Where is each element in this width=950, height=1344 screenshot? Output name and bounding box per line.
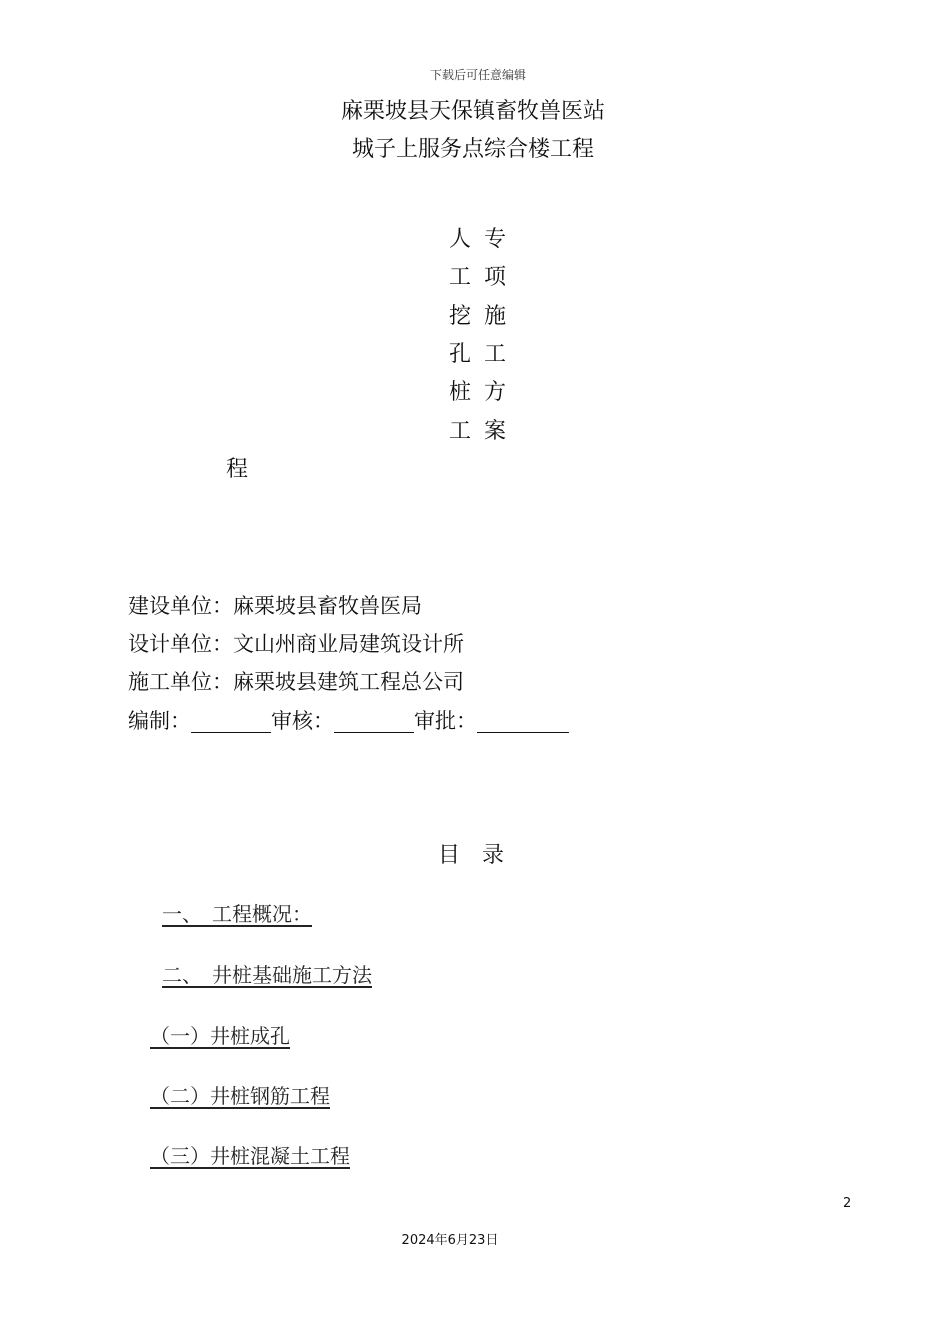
construction-unit bbox=[128, 590, 422, 620]
vertical-char: 挖 bbox=[449, 304, 472, 329]
vertical-char: 项 bbox=[484, 265, 507, 290]
approve-blank bbox=[477, 710, 569, 733]
construction-unit-value: 麻栗坡县畜牧兽医局 bbox=[233, 594, 422, 618]
toc-item[interactable]: （三）井桩混凝土工程 bbox=[150, 1144, 350, 1168]
design-unit bbox=[128, 628, 464, 658]
vertical-char: 人 bbox=[449, 227, 472, 252]
design-unit-label: 设计单位： bbox=[128, 632, 233, 656]
construction-unit-label: 建设单位： bbox=[128, 594, 233, 618]
vertical-char: 工 bbox=[449, 265, 472, 290]
review-blank bbox=[334, 710, 414, 733]
vertical-char: 工 bbox=[484, 342, 507, 367]
header-note: 下载后可任意编辑 bbox=[429, 68, 526, 82]
vertical-char: 工 bbox=[449, 419, 472, 444]
signature-line bbox=[128, 705, 569, 735]
toc-item[interactable]: （一）井桩成孔 bbox=[150, 1024, 290, 1048]
builder-unit bbox=[128, 666, 464, 696]
vertical-char: 方 bbox=[484, 380, 507, 405]
vertical-char: 施 bbox=[484, 304, 507, 329]
toc-item[interactable]: 二、 井桩基础施工方法 bbox=[162, 963, 372, 987]
approve-label: 审批： bbox=[414, 709, 477, 733]
builder-unit-label: 施工单位： bbox=[128, 670, 233, 694]
document-title-line2: 城子上服务点综合楼工程 bbox=[351, 137, 594, 162]
vertical-char: 专 bbox=[484, 227, 507, 252]
vertical-char: 案 bbox=[484, 419, 507, 444]
toc-item[interactable]: 一、 工程概况： bbox=[162, 902, 312, 926]
toc-title: 目 录 bbox=[438, 843, 505, 868]
review-label: 审核： bbox=[271, 709, 334, 733]
footer-date: 2024年6月23日 bbox=[401, 1233, 499, 1248]
compile-label: 编制： bbox=[128, 709, 191, 733]
document-title-line1: 麻栗坡县天保镇畜牧兽医站 bbox=[340, 99, 605, 124]
vertical-char: 孔 bbox=[449, 342, 472, 367]
page-number: 2 bbox=[843, 1196, 852, 1211]
builder-unit-value: 麻栗坡县建筑工程总公司 bbox=[233, 670, 464, 694]
toc-item[interactable]: （二）井桩钢筋工程 bbox=[150, 1084, 330, 1108]
design-unit-value: 文山州商业局建筑设计所 bbox=[233, 632, 464, 656]
vertical-char: 桩 bbox=[449, 380, 472, 405]
compile-blank bbox=[191, 710, 271, 733]
vertical-char-orphan: 程 bbox=[226, 457, 249, 482]
